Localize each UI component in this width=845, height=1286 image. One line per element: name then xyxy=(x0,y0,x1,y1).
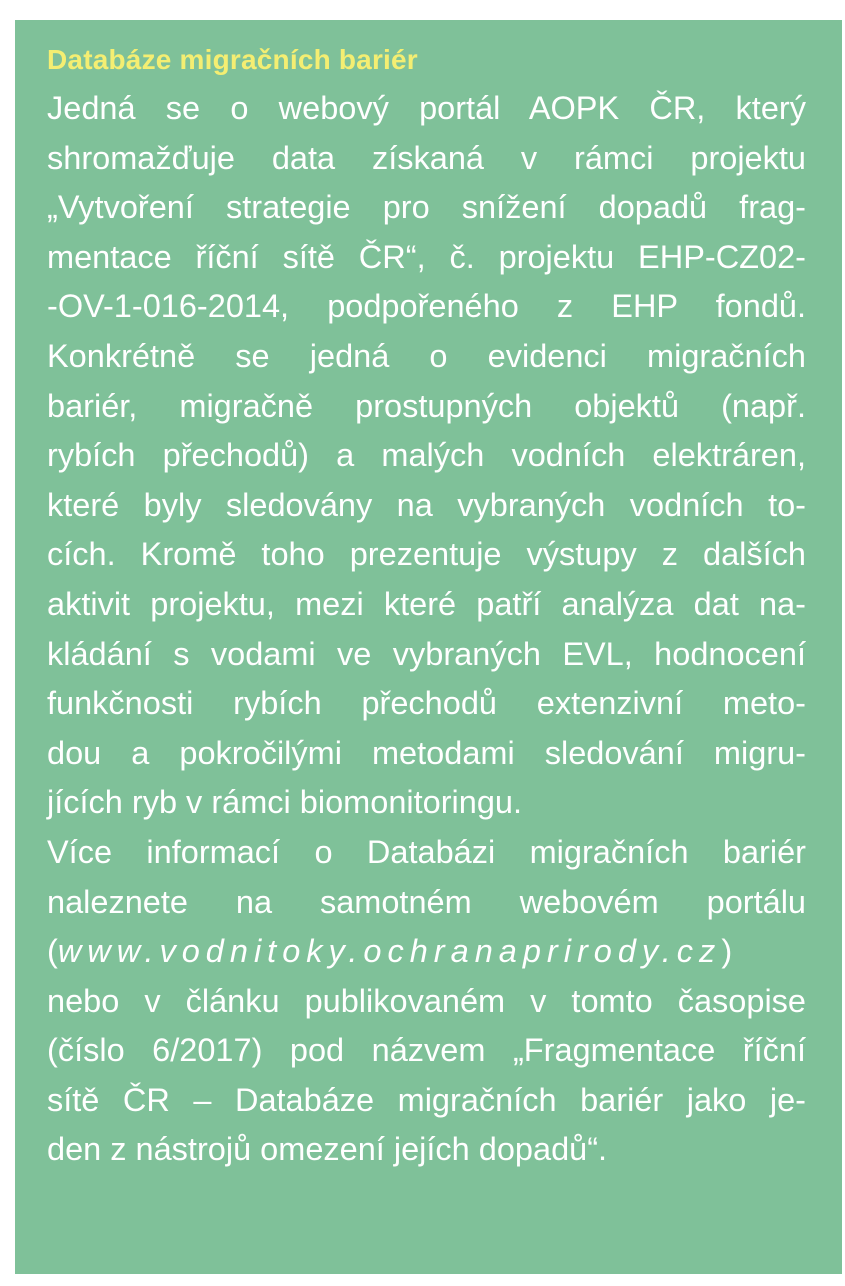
text-line: naleznete na samotném webovém portálu xyxy=(47,883,806,920)
text-line: dou a pokročilými metodami sledování migru- xyxy=(47,734,806,771)
text-line: nebo v článku publikovaném v tomto časopise xyxy=(47,982,806,1019)
text-line: sítě ČR – Databáze migračních bariér jako je- xyxy=(47,1081,806,1118)
paragraph-description xyxy=(47,84,806,828)
open-paren: ( xyxy=(47,933,58,970)
text-line: Více informací o Databázi migračních bariér xyxy=(47,833,806,870)
text-line: bariér, migračně prostupných objektů (např. xyxy=(47,387,806,424)
url-line xyxy=(47,927,806,977)
paragraph-more-info xyxy=(47,828,806,1175)
text-line: Jedná se o webový portál AOPK ČR, který xyxy=(47,90,806,126)
portal-link[interactable]: www.vodnitoky.ochranaprirody.cz xyxy=(57,933,722,970)
text-line: „Vytvoření strategie pro snížení dopadů frag- xyxy=(47,189,806,226)
text-line: den z nástrojů omezení jejích dopadů“. xyxy=(47,1131,608,1168)
text-line: rybích přechodů) a malých vodních elektráren, xyxy=(47,437,806,474)
close-paren: ) xyxy=(721,933,733,970)
text-line: (číslo 6/2017) pod názvem „Fragmentace říční xyxy=(47,1032,806,1069)
box-title: Databáze migračních bariér xyxy=(47,44,418,75)
text-line: shromažďuje data získaná v rámci projektu xyxy=(47,139,806,176)
text-line: které byly sledovány na vybraných vodních to- xyxy=(47,486,806,523)
text-line: funkčnosti rybích přechodů extenzivní meto- xyxy=(47,685,806,722)
text-line: cích. Kromě toho prezentuje výstupy z dalších xyxy=(47,536,806,573)
text-line: jících ryb v rámci biomonitoringu. xyxy=(47,784,523,821)
info-box xyxy=(15,20,842,1274)
text-line: -OV-1-016-2014, podpořeného z EHP fondů. xyxy=(47,288,806,325)
text-line: kládání s vodami ve vybraných EVL, hodnocení xyxy=(47,635,806,672)
text-line: aktivit projektu, mezi které patří analýza dat na- xyxy=(47,585,806,622)
text-line: Konkrétně se jedná o evidenci migračních xyxy=(47,337,806,374)
text-line: mentace říční sítě ČR“, č. projektu EHP-CZ02- xyxy=(47,238,806,275)
